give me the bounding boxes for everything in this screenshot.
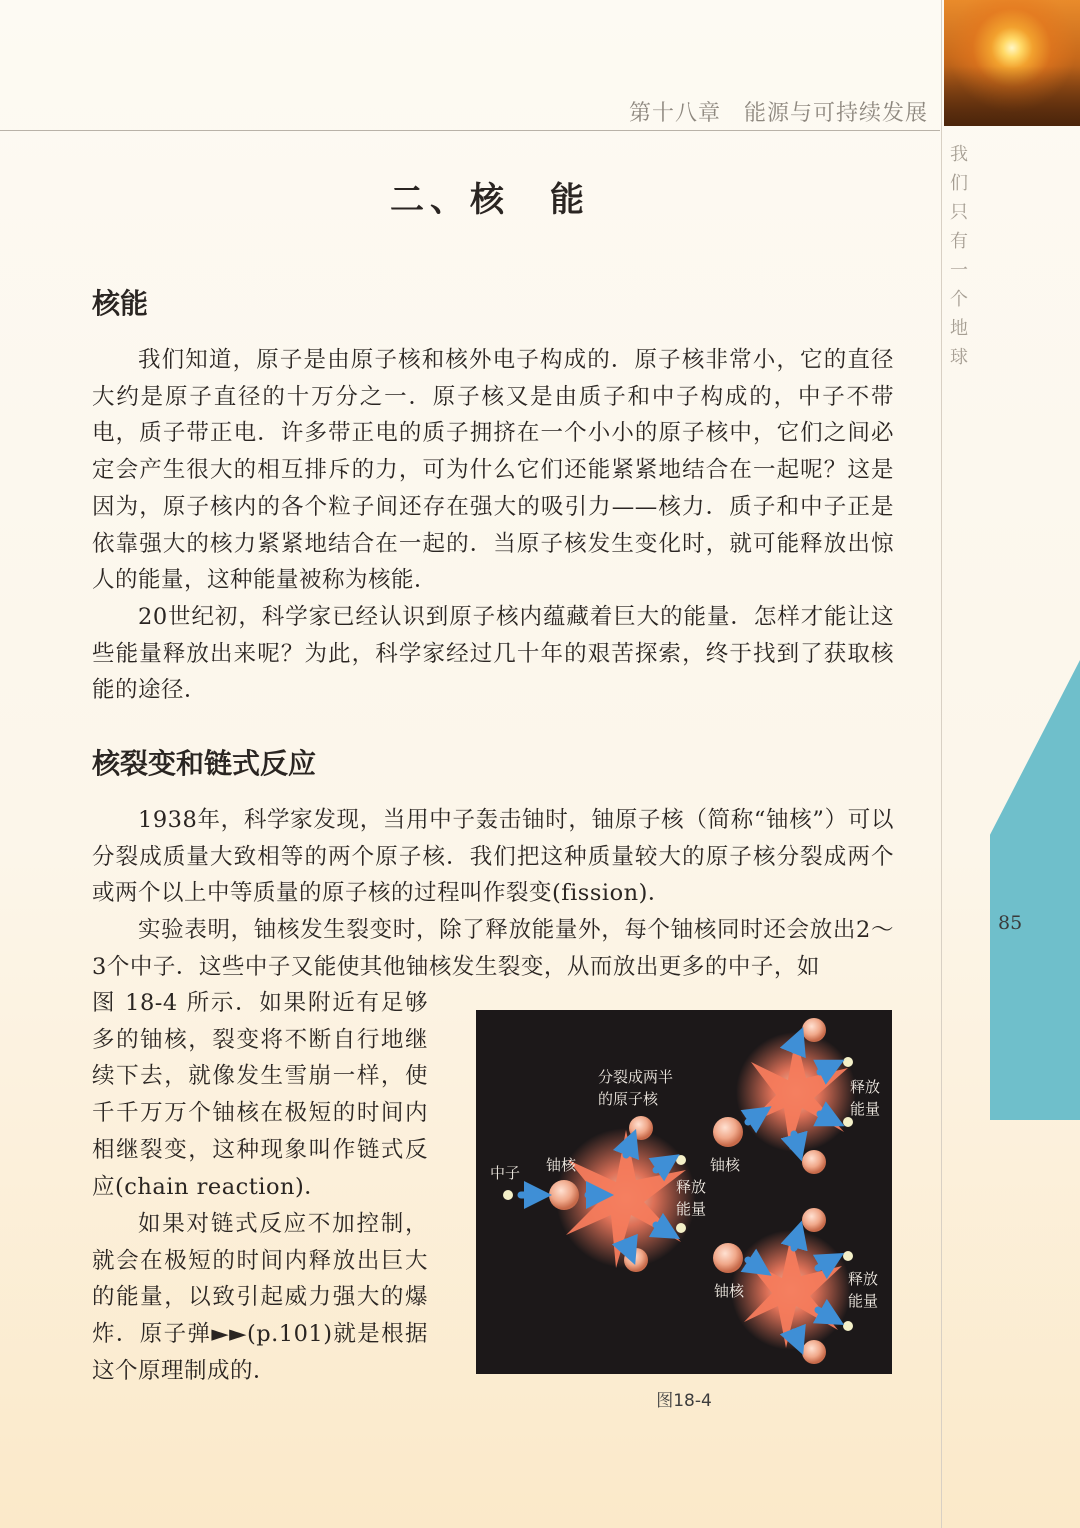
uranium-nucleus (549, 1180, 579, 1210)
side-tab-char: 我 (950, 144, 968, 165)
fragment-nucleus (802, 1208, 826, 1232)
neutron-dot (843, 1117, 853, 1127)
fragment-nucleus (629, 1116, 653, 1140)
paragraph: 如果对链式反应不加控制，就会在极短的时间内释放出巨大的能量，以致引起威力强大的爆炸．原子弹►►(p.101)就是根据这个原理制成的． (92, 1211, 428, 1384)
side-tab-char: 个 (950, 289, 968, 310)
page-number: 85 (998, 912, 1023, 934)
label-energy: 能量 (850, 1100, 881, 1118)
label-uranium: 铀核 (710, 1156, 741, 1174)
header-divider (0, 130, 940, 131)
label-energy: 释放 (676, 1178, 707, 1196)
neutron-dot (503, 1190, 513, 1200)
fragment-nucleus (802, 1150, 826, 1174)
paragraph: 我们知道，原子是由原子核和核外电子构成的．原子核非常小，它的直径大约是原子直径的十万分之一．原子核又是由质子和中子构成的，中子不带电，质子带正电．许多带正电的质子拥挤在一个小小的原子核中，它们之间必定会产生很大的相互排斥的力，可为什么它们还能紧紧地结合在一起呢？这是因为，原子核内的各个粒子间还存在强大的吸引力——核力．质子和中子正是依靠强大的核力紧紧地结合在一起的．当原子核发生变化时，就可能释放出惊人的能量，这种能量被称为核能． (92, 347, 894, 594)
neutron-dot (843, 1057, 853, 1067)
arrow (794, 1134, 798, 1148)
chapter-title: 第十八章 能源与可持续发展 (628, 101, 928, 126)
label-split: 的原子核 (598, 1090, 659, 1108)
label-energy: 能量 (848, 1292, 879, 1310)
side-tab-char: 一 (950, 260, 968, 281)
neutron-dot (843, 1321, 853, 1331)
label-energy: 释放 (848, 1270, 879, 1288)
side-tab-char: 球 (950, 347, 968, 368)
label-energy: 能量 (676, 1200, 707, 1218)
paragraph: 实验表明，铀核发生裂变时，除了释放能量外，每个铀核同时还会放出2～3个中子．这些中子又能使其他铀核发生裂变，从而放出更多的中子，如 (92, 917, 894, 980)
lesson-title: 二、核 能 (390, 180, 590, 220)
side-tab-char: 地 (950, 318, 968, 339)
sunset-photo (944, 0, 1080, 126)
arrow (794, 1332, 798, 1342)
section-title-nuclear-energy: 核能 (92, 287, 149, 320)
fragment-nucleus (802, 1340, 826, 1364)
arrow (626, 1142, 631, 1155)
figure-caption: 图18-4 (656, 1391, 712, 1411)
fragment-nucleus (802, 1018, 826, 1042)
neutron-dot (676, 1155, 686, 1165)
side-tab-char: 只 (950, 202, 968, 223)
neutron-dot (843, 1251, 853, 1261)
label-uranium: 铀核 (714, 1282, 745, 1300)
section-title-fission: 核裂变和链式反应 (92, 747, 317, 780)
side-tab-char: 们 (950, 173, 968, 194)
label-energy: 释放 (850, 1078, 881, 1096)
label-split: 分裂成两半 (598, 1068, 674, 1086)
neutron-dot (676, 1223, 686, 1233)
label-neutron: 中子 (490, 1164, 521, 1182)
arrow (794, 1040, 798, 1050)
paragraph: 20世纪初，科学家已经认识到原子核内蕴藏着巨大的能量．怎样才能让这些能量释放出来呢？为此，科学家经过几十年的艰苦探索，终于找到了获取核能的途径． (92, 604, 894, 704)
label-uranium: 铀核 (546, 1156, 577, 1174)
paragraph: 1938年，科学家发现，当用中子轰击铀时，铀原子核（简称“铀核”）可以分裂成质量大致相等的两个原子核．我们把这种质量较大的原子核分裂成两个或两个以上中等质量的原子核的过程叫作裂变(fission)． (92, 807, 894, 907)
arrow (626, 1242, 630, 1252)
chain-reaction-diagram (476, 1010, 892, 1374)
uranium-nucleus (713, 1243, 743, 1273)
paragraph: 图 18-4 所示．如果附近有足够多的铀核，裂变将不断自行地继续下去，就像发生雪崩一样，使千千万万个铀核在极短的时间内相继裂变，这种现象叫作链式反应(chain reaction)． (92, 990, 428, 1200)
uranium-nucleus (713, 1117, 743, 1147)
chain-reaction-figure (476, 1010, 892, 1374)
decorative-wedge (990, 660, 1080, 1120)
margin-rule (941, 0, 942, 1528)
side-tab-char: 有 (950, 231, 968, 252)
arrow (794, 1234, 798, 1248)
